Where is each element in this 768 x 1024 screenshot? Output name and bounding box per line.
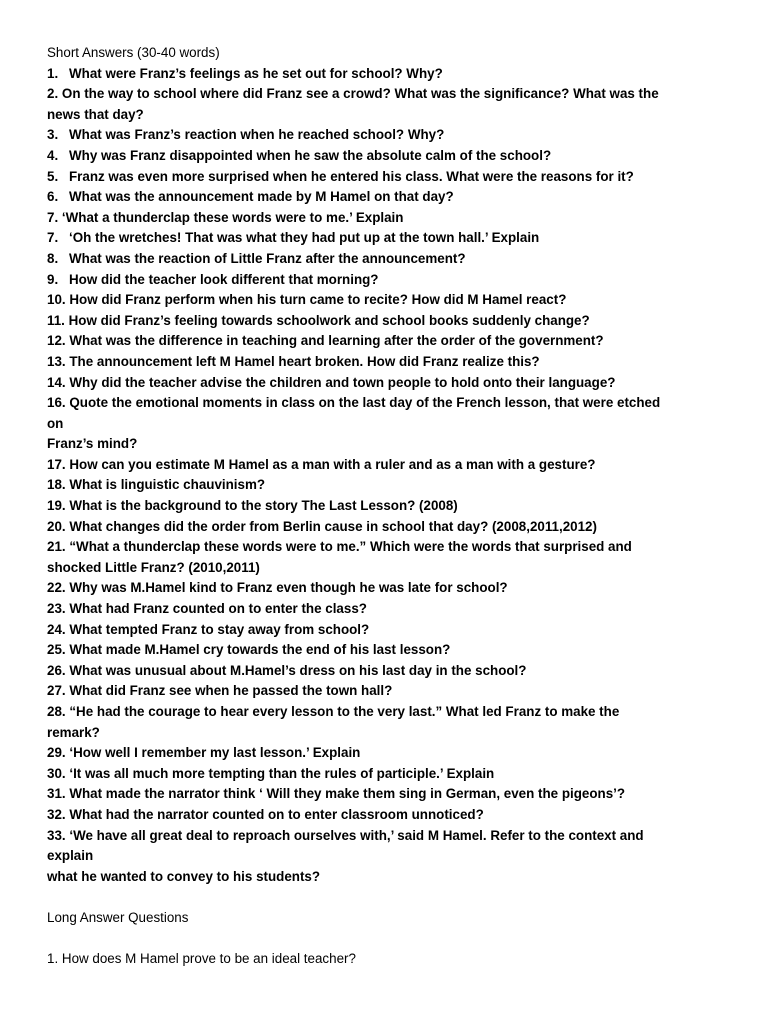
question-text: What was Franz’s reaction when he reached school? Why? <box>69 127 445 143</box>
question-text: What did Franz see when he passed the town hall? <box>69 683 393 699</box>
question-text: ‘Oh the wretches! That was what they had put up at the town hall.’ Explain <box>69 230 540 246</box>
question-number: 2. <box>47 86 59 102</box>
question-line <box>47 517 727 538</box>
question-text: What made the narrator think ‘ Will they make them sing in German, even the pigeons’? <box>69 786 626 802</box>
question-text: What made M.Hamel cry towards the end of his last lesson? <box>69 642 451 658</box>
question-number: 32. <box>47 806 66 822</box>
question-number: 9. <box>47 271 59 287</box>
question-text: How did Franz perform when his turn came to recite? How did M Hamel react? <box>69 292 567 308</box>
question-text: How does M Hamel prove to be an ideal teacher? <box>61 951 356 967</box>
question-line <box>47 125 727 146</box>
question-line <box>47 949 727 970</box>
question-line <box>47 311 727 332</box>
question-number: 18. <box>47 477 66 493</box>
question-number: 25. <box>47 642 66 658</box>
question-line <box>47 167 727 188</box>
question-number: 24. <box>47 621 66 637</box>
question-line <box>47 84 727 105</box>
question-line <box>47 867 727 888</box>
question-number: 5. <box>47 168 59 184</box>
question-line <box>47 640 727 661</box>
question-number: 8. <box>47 250 59 266</box>
question-text: What was unusual about M.Hamel’s dress on his last day in the school? <box>69 662 527 678</box>
question-line <box>47 414 727 435</box>
question-number: 29. <box>47 745 66 761</box>
section-gap <box>47 887 727 908</box>
section-gap <box>47 929 727 950</box>
question-text: What was the difference in teaching and learning after the order of the government? <box>69 333 604 349</box>
question-line <box>47 270 727 291</box>
question-text: What was the reaction of Little Franz after the announcement? <box>69 250 466 266</box>
question-text: What changes did the order from Berlin cause in school that day? (2008,2011,2012) <box>69 518 597 534</box>
question-text: remark? <box>47 724 100 740</box>
question-line <box>47 805 727 826</box>
question-text: What is the background to the story The Last Lesson? (2008) <box>69 498 458 514</box>
question-text: What is linguistic chauvinism? <box>69 477 266 493</box>
question-number: 20. <box>47 518 66 534</box>
question-line <box>47 146 727 167</box>
question-number: 13. <box>47 353 66 369</box>
question-line <box>47 208 727 229</box>
question-text: ‘How well I remember my last lesson.’ Explain <box>69 745 361 761</box>
question-line <box>47 558 727 579</box>
question-number: 14. <box>47 374 66 390</box>
question-number: 1. <box>47 65 59 81</box>
question-number: 4. <box>47 147 59 163</box>
question-line <box>47 290 727 311</box>
question-number: 7. <box>47 230 59 246</box>
question-line <box>47 743 727 764</box>
question-line <box>47 599 727 620</box>
question-text: What had Franz counted on to enter the class? <box>69 601 367 617</box>
question-text: explain <box>47 848 94 864</box>
question-number: 22. <box>47 580 66 596</box>
question-line <box>47 228 727 249</box>
question-number: 1. <box>47 951 59 967</box>
question-line <box>47 249 727 270</box>
long-question-list <box>47 949 727 970</box>
question-text: Why was M.Hamel kind to Franz even though he was late for school? <box>69 580 508 596</box>
question-line <box>47 723 727 744</box>
question-text: What were Franz’s feelings as he set out for school? Why? <box>69 65 443 81</box>
question-line <box>47 620 727 641</box>
question-number: 28. <box>47 704 66 719</box>
question-text: Franz was even more surprised when he entered his class. What were the reasons for it? <box>69 168 634 184</box>
question-line <box>47 455 727 476</box>
short-question-list <box>47 64 727 888</box>
question-text: news that day? <box>47 106 144 122</box>
question-number: 17. <box>47 456 66 472</box>
question-line <box>47 64 727 85</box>
question-text: “He had the courage to hear every lesson to the very last.” What led Franz to make the <box>69 704 620 719</box>
question-text: Why was Franz disappointed when he saw the absolute calm of the school? <box>69 147 552 163</box>
question-text: How did the teacher look different that morning? <box>69 271 379 287</box>
question-line <box>47 331 727 352</box>
question-line <box>47 475 727 496</box>
question-text: The announcement left M Hamel heart broken. How did Franz realize this? <box>69 353 540 369</box>
question-text: What had the narrator counted on to enter classroom unnoticed? <box>69 806 484 822</box>
question-line <box>47 578 727 599</box>
question-number: 27. <box>47 683 66 699</box>
question-number: 3. <box>47 127 59 143</box>
question-line <box>47 826 727 847</box>
question-number: 26. <box>47 662 66 678</box>
question-number: 11. <box>47 312 65 328</box>
question-text: What tempted Franz to stay away from school? <box>69 621 370 637</box>
question-text: Franz’s mind? <box>47 436 138 452</box>
question-text: ‘We have all great deal to reproach ourselves with,’ said M Hamel. Refer to the context and <box>69 827 644 843</box>
question-number: 21. <box>47 539 66 555</box>
question-number: 31. <box>47 786 66 802</box>
question-number: 19. <box>47 498 66 514</box>
question-line <box>47 434 727 455</box>
question-line <box>47 846 727 867</box>
question-line <box>47 393 727 414</box>
question-text: How can you estimate M Hamel as a man with a ruler and as a man with a gesture? <box>69 456 596 472</box>
question-line <box>47 702 727 723</box>
question-line <box>47 105 727 126</box>
question-line <box>47 373 727 394</box>
question-text: On the way to school where did Franz see a crowd? What was the significance? What was the <box>61 86 659 102</box>
question-text: shocked Little Franz? (2010,2011) <box>47 559 260 575</box>
question-number: 6. <box>47 189 59 205</box>
question-text: what he wanted to convey to his students? <box>47 868 321 884</box>
question-text: ‘It was all much more tempting than the rules of participle.’ Explain <box>69 765 495 781</box>
short-answers-heading: Short Answers (30-40 words) <box>47 45 220 60</box>
question-number: 10. <box>47 292 66 308</box>
question-line <box>47 661 727 682</box>
question-text: ‘What a thunderclap these words were to me.’ Explain <box>61 209 404 225</box>
question-line <box>47 496 727 517</box>
question-number: 23. <box>47 601 66 617</box>
document-page <box>47 43 727 970</box>
question-text: on <box>47 415 64 431</box>
question-number: 33. <box>47 827 66 843</box>
question-line <box>47 681 727 702</box>
question-text: What was the announcement made by M Hamel on that day? <box>69 189 454 205</box>
question-text: “What a thunderclap these words were to me.” Which were the words that surprised and <box>69 539 632 555</box>
question-number: 12. <box>47 333 66 349</box>
question-number: 30. <box>47 765 66 781</box>
question-line <box>47 764 727 785</box>
question-number: 16. <box>47 395 66 411</box>
question-number: 7. <box>47 209 59 225</box>
question-text: Quote the emotional moments in class on the last day of the French lesson, that were etched <box>69 395 661 411</box>
question-line <box>47 352 727 373</box>
long-answers-heading: Long Answer Questions <box>47 909 189 925</box>
question-text: How did Franz’s feeling towards schoolwork and school books suddenly change? <box>68 312 590 328</box>
question-text: Why did the teacher advise the children and town people to hold onto their language? <box>69 374 616 390</box>
question-line <box>47 187 727 208</box>
question-line <box>47 784 727 805</box>
question-line <box>47 537 727 558</box>
